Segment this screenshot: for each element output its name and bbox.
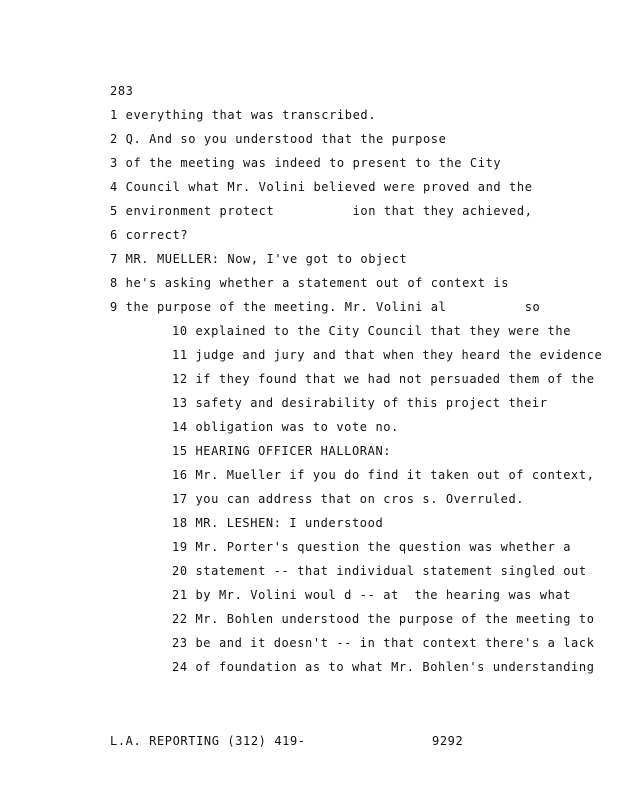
- transcript-line: 4 Council what Mr. Volini believed were proved and the: [110, 180, 533, 194]
- transcript-line: 10 explained to the City Council that they were the: [172, 324, 572, 338]
- transcript-line: 21 by Mr. Volini woul d -- at the hearing was what: [172, 588, 572, 602]
- transcript-line: 14 obligation was to vote no.: [172, 420, 399, 434]
- transcript-line: 12 if they found that we had not persuaded them of the: [172, 372, 595, 386]
- transcript-line: 1 everything that was transcribed.: [110, 108, 377, 122]
- transcript-line: 3 of the meeting was indeed to present to the City: [110, 156, 502, 170]
- footer-phone-suffix: 9292: [432, 734, 464, 748]
- transcript-line: 5 environment protect ion that they achieved,: [110, 204, 533, 218]
- transcript-line: 2 Q. And so you understood that the purpose: [110, 132, 447, 146]
- transcript-line: 17 you can address that on cros s. Overruled.: [172, 492, 525, 506]
- page-number: 283: [110, 84, 134, 98]
- transcript-line: 19 Mr. Porter's question the question was whether a: [172, 540, 572, 554]
- transcript-line: 8 he's asking whether a statement out of context is: [110, 276, 510, 290]
- transcript-line: 9 the purpose of the meeting. Mr. Volini al so: [110, 300, 541, 314]
- transcript-line: 13 safety and desirability of this project their: [172, 396, 548, 410]
- transcript-line: 11 judge and jury and that when they heard the evidence: [172, 348, 603, 362]
- transcript-line: 23 be and it doesn't -- in that context there's a lack: [172, 636, 595, 650]
- transcript-line: 18 MR. LESHEN: I understood: [172, 516, 384, 530]
- transcript-line: 7 MR. MUELLER: Now, I've got to object: [110, 252, 408, 266]
- footer-reporter: L.A. REPORTING (312) 419-: [110, 734, 306, 748]
- transcript-line: 24 of foundation as to what Mr. Bohlen's understanding: [172, 660, 595, 674]
- transcript-line: 22 Mr. Bohlen understood the purpose of the meeting to: [172, 612, 595, 626]
- transcript-line: 16 Mr. Mueller if you do find it taken out of context,: [172, 468, 595, 482]
- transcript-line: 20 statement -- that individual statement singled out: [172, 564, 587, 578]
- transcript-line: 15 HEARING OFFICER HALLORAN:: [172, 444, 392, 458]
- transcript-line: 6 correct?: [110, 228, 189, 242]
